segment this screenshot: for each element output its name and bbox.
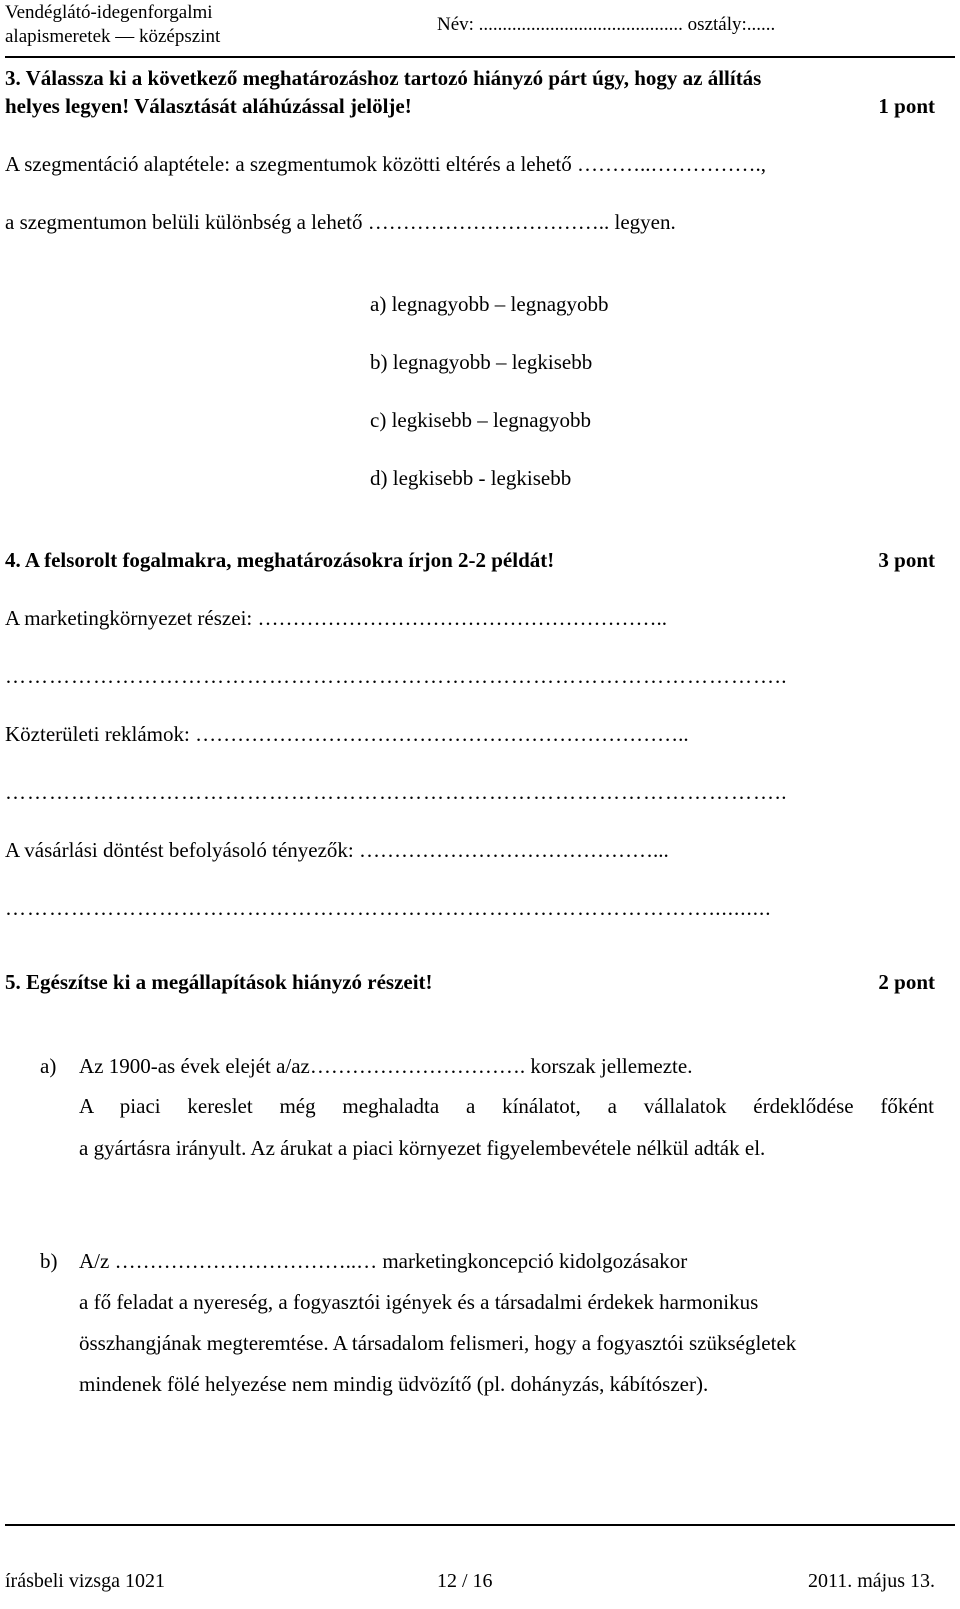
q3-title-line1: 3. Válassza ki a következő meghatározáshoz tartozó hiányzó párt úgy, hogy az állítás xyxy=(5,66,762,90)
q4-points: 3 pont xyxy=(878,548,935,572)
q5-b-line4: mindenek fölé helyezése nem mindig üdvözítő (pl. dohányzás, kábítószer). xyxy=(79,1372,709,1396)
q5-title: 5. Egészítse ki a megállapítások hiányzó részeit! xyxy=(5,970,433,994)
q4-item-marketing-environment-continuation[interactable]: …………………………………………………………………………………………….. xyxy=(5,664,788,688)
q5-a-line1[interactable]: Az 1900-as évek elejét a/az…………………………. korszak jellemezte. xyxy=(79,1054,693,1078)
header-subject-line2: alapismeretek — középszint xyxy=(5,26,221,47)
q3-option-a[interactable]: a) legnagyobb – legnagyobb xyxy=(370,292,609,316)
q4-title: 4. A felsorolt fogalmakra, meghatározásokra írjon 2-2 példát! xyxy=(5,548,555,572)
q4-item-purchase-factors[interactable]: A vásárlási döntést befolyásoló tényezők: ……………………………………... xyxy=(5,838,669,862)
header-name-class-field: Név: ........................................... osztály:...... xyxy=(437,14,776,35)
footer-date: 2011. május 13. xyxy=(807,1570,935,1592)
q4-item-outdoor-ads-continuation[interactable]: …………………………………………………………………………………………….. xyxy=(5,780,788,804)
header-rule xyxy=(5,56,955,58)
q3-statement-line1: A szegmentáció alaptétele: a szegmentumok közötti eltérés a lehető ………..……………., xyxy=(5,152,767,176)
q3-points: 1 pont xyxy=(878,94,935,118)
q5-a-line3: a gyártásra irányult. Az árukat a piaci környezet figyelembevétele nélkül adták el. xyxy=(79,1136,766,1160)
q3-option-d[interactable]: d) legkisebb - legkisebb xyxy=(370,466,572,490)
q4-item-outdoor-ads[interactable]: Közterületi reklámok: …………………………………………………………….. xyxy=(5,722,689,746)
footer-exam-id: írásbeli vizsga 1021 xyxy=(5,1570,165,1592)
header-subject-line1: Vendéglátó-idegenforgalmi xyxy=(5,2,213,23)
q3-statement-line2: a szegmentumon belüli különbség a lehető …………………………….. legyen. xyxy=(5,210,676,234)
q5-b-line1[interactable]: A/z ……………………………..… marketingkoncepció kidolgozásakor xyxy=(79,1249,688,1273)
q5-b-line3: összhangjának megteremtése. A társadalom felismeri, hogy a fogyasztói szükségletek xyxy=(79,1331,797,1355)
footer-page-number: 12 / 16 xyxy=(437,1570,493,1592)
q5-b-marker: b) xyxy=(40,1249,58,1273)
q4-item-marketing-environment[interactable]: A marketingkörnyezet részei: ………………………………………………….. xyxy=(5,606,667,630)
q3-option-b[interactable]: b) legnagyobb – legkisebb xyxy=(370,350,593,374)
q5-points: 2 pont xyxy=(878,970,935,994)
q5-a-line2: A piaci kereslet még meghaladta a kínálatot, a vállalatok érdeklődése főként xyxy=(79,1094,934,1118)
q5-b-line2: a fő feladat a nyereség, a fogyasztói igények és a társadalmi érdekek harmonikus xyxy=(79,1290,759,1314)
q3-option-c[interactable]: c) legkisebb – legnagyobb xyxy=(370,408,592,432)
q4-item-purchase-factors-continuation[interactable]: …………………………………………………………………………………….......... xyxy=(5,896,772,920)
q3-title-line2: helyes legyen! Választását aláhúzással jelölje! xyxy=(5,94,412,118)
footer-rule xyxy=(5,1524,955,1526)
q5-a-marker: a) xyxy=(40,1054,57,1078)
